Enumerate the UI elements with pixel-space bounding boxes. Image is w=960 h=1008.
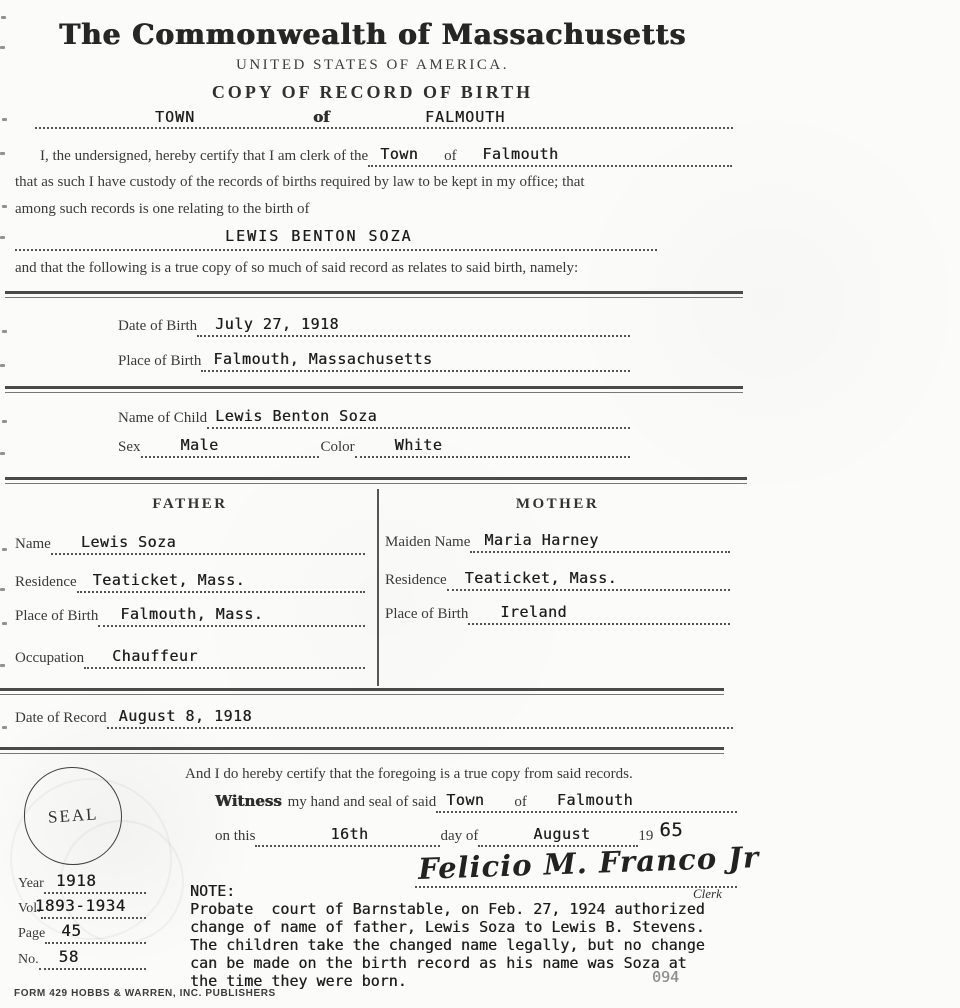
register-year-value: 1918	[55, 871, 97, 890]
united-states-subtitle: UNITED STATES OF AMERICA.	[236, 57, 509, 73]
certify-line-3: among such records is one relating to the birth of	[15, 201, 310, 217]
witness-row	[215, 792, 737, 813]
note-paragraph	[190, 900, 705, 990]
register-page-label: Page	[18, 926, 46, 941]
father-place-of-birth-fill	[98, 606, 365, 627]
mother-place-of-birth-fill	[468, 604, 730, 625]
day-fill	[255, 826, 440, 847]
scan-artifact	[2, 726, 7, 729]
register-year-fill	[44, 872, 146, 894]
name-of-child-label: Name of Child	[118, 410, 208, 426]
father-occupation-row	[15, 648, 365, 669]
date-of-birth-value: July 27, 1918	[215, 315, 340, 333]
date-of-record-value: August 8, 1918	[118, 707, 253, 725]
scan-artifact	[2, 118, 7, 121]
date-of-record-label: Date of Record	[15, 710, 107, 726]
municipality-type-value: TOWN	[155, 108, 196, 126]
signature-line	[415, 864, 737, 888]
mother-place-of-birth-label: Place of Birth	[385, 606, 469, 622]
month-fill	[478, 826, 638, 847]
witness-word: Witness	[215, 792, 282, 810]
register-page-row	[18, 922, 146, 944]
name-of-child-row	[118, 408, 630, 429]
scan-artifact	[0, 452, 5, 455]
witness-rest: my hand and seal of said	[287, 794, 437, 810]
certify-true-copy-line: And I do hereby certify that the foregoing is a true copy from said records.	[185, 766, 633, 782]
sex-fill	[141, 437, 319, 458]
place-of-birth-label: Place of Birth	[118, 353, 202, 369]
mother-maiden-name-row	[385, 532, 730, 553]
date-of-record-fill	[107, 708, 733, 729]
municipality-line	[35, 106, 733, 129]
certify-line-1	[40, 146, 732, 167]
register-vol-label: Vol.	[18, 901, 41, 916]
father-occupation-fill	[84, 648, 365, 669]
clerk-title: Clerk	[693, 886, 722, 901]
name-of-child-fill	[207, 408, 630, 429]
month-value: August	[533, 825, 591, 843]
witness-name-value: Falmouth	[556, 791, 634, 809]
document-title: COPY OF RECORD OF BIRTH	[211, 82, 534, 102]
sex-value: Male	[180, 436, 219, 454]
mother-maiden-name-label: Maiden Name	[385, 534, 471, 550]
register-vol-fill	[34, 896, 146, 919]
father-place-of-birth-value: Falmouth, Mass.	[120, 605, 264, 623]
divider-rule	[5, 477, 747, 484]
register-no-row	[18, 948, 146, 970]
scan-artifact	[2, 330, 7, 333]
father-name-value: Lewis Soza	[80, 533, 177, 551]
sex-label: Sex	[118, 439, 141, 455]
on-this-label: on this	[215, 828, 256, 844]
witness-fill	[436, 792, 737, 813]
color-label: Color	[320, 439, 355, 455]
on-this-day-row	[215, 819, 690, 847]
mother-place-of-birth-value: Ireland	[500, 603, 568, 621]
date-of-birth-row	[118, 316, 630, 337]
father-residence-fill	[77, 572, 365, 593]
father-occupation-value: Chauffeur	[112, 647, 198, 665]
date-of-birth-label: Date of Birth	[118, 318, 198, 334]
of-label: of	[313, 108, 330, 126]
divider-rule	[0, 688, 724, 695]
day-of-label: day of	[440, 828, 479, 844]
note-line: can be made on the birth record as his name was Soza at	[190, 954, 687, 972]
register-year-label: Year	[18, 876, 44, 891]
form-publisher-info: FORM 429 HOBBS & WARREN, INC. PUBLISHERS	[14, 988, 276, 999]
father-residence-label: Residence	[15, 574, 77, 590]
note-line: The children take the changed name legally, but no change	[190, 936, 705, 954]
note-line: change of name of father, Lewis Soza to Lewis B. Stevens.	[190, 918, 705, 936]
scan-artifact	[2, 205, 7, 208]
scan-artifact	[0, 588, 5, 591]
mother-maiden-name-value: Maria Harney	[484, 531, 599, 549]
day-value: 16th	[330, 825, 369, 843]
date-of-birth-fill	[197, 316, 630, 337]
register-year-row	[18, 872, 146, 894]
father-place-of-birth-label: Place of Birth	[15, 608, 99, 624]
mother-residence-label: Residence	[385, 572, 447, 588]
seal-circle	[24, 767, 122, 865]
scan-artifact	[0, 236, 5, 239]
clerk-of-label: of	[444, 148, 457, 164]
scan-artifact	[0, 152, 5, 155]
witness-type-value: Town	[446, 791, 485, 809]
column-divider	[377, 489, 379, 686]
commonwealth-title: The Commonwealth of Massachusetts	[59, 18, 686, 51]
father-place-of-birth-row	[15, 606, 365, 627]
clerk-signature: Felicio M. Franco Jr	[417, 840, 760, 886]
mother-residence-value: Teaticket, Mass.	[464, 569, 618, 587]
register-no-label: No.	[18, 952, 39, 967]
color-value: White	[394, 436, 443, 454]
year-value: 65	[659, 819, 684, 841]
clerk-of-name-value: Falmouth	[482, 145, 559, 163]
divider-rule	[5, 291, 743, 298]
scan-artifact	[2, 420, 7, 423]
father-name-row	[15, 534, 365, 555]
register-vol-value: 1893-1934	[34, 896, 126, 915]
mother-residence-fill	[447, 570, 730, 591]
register-page-fill	[45, 922, 146, 944]
place-of-birth-fill	[201, 351, 630, 372]
certify-line-2: that as such I have custody of the records of births required by law to be kept in my office; that	[15, 174, 585, 190]
scan-artifact	[2, 548, 7, 551]
color-fill	[355, 437, 630, 458]
date-of-record-row	[15, 708, 733, 729]
divider-rule	[0, 747, 724, 754]
place-of-birth-row	[118, 351, 630, 372]
father-occupation-label: Occupation	[15, 650, 85, 666]
father-heading: FATHER	[152, 496, 228, 512]
father-residence-row	[15, 572, 365, 593]
witness-of-label: of	[514, 794, 527, 810]
register-vol-row	[18, 897, 146, 919]
mother-heading: MOTHER	[515, 496, 600, 512]
certify-line-4: and that the following is a true copy of so much of said record as relates to said birth, namely:	[15, 260, 579, 276]
note-heading: NOTE:	[190, 882, 236, 900]
sex-color-row	[118, 437, 630, 458]
note-line: the time they were born.	[190, 972, 407, 990]
scan-artifact	[0, 664, 5, 667]
place-of-birth-value: Falmouth, Massachusetts	[213, 350, 433, 368]
note-line: Probate court of Barnstable, on Feb. 27, 1924 authorized	[190, 900, 705, 918]
municipality-name-value: FALMOUTH	[425, 108, 506, 126]
seal-label: SEAL	[47, 804, 99, 827]
mother-residence-row	[385, 570, 730, 591]
page-number-stamp: 094	[652, 968, 680, 986]
mother-place-of-birth-row	[385, 604, 730, 625]
clerk-of-type-value: Town	[380, 145, 419, 163]
name-of-child-value: Lewis Benton Soza	[215, 407, 378, 425]
father-residence-value: Teaticket, Mass.	[92, 571, 246, 589]
register-page-value: 45	[61, 921, 82, 940]
register-no-value: 58	[58, 947, 79, 966]
scan-artifact	[2, 622, 7, 625]
child-name-line	[15, 226, 657, 251]
father-name-label: Name	[15, 536, 51, 552]
certify-line-1-text: I, the undersigned, hereby certify that I am clerk of the	[40, 148, 369, 164]
clerk-of-fill	[368, 146, 732, 167]
register-no-fill	[39, 948, 146, 970]
year-prefix: 19	[638, 828, 654, 844]
father-name-fill	[51, 534, 365, 555]
scan-artifact	[0, 364, 5, 367]
mother-maiden-name-fill	[470, 532, 730, 553]
divider-rule	[5, 386, 743, 393]
child-name-value: LEWIS BENTON SOZA	[225, 227, 413, 245]
